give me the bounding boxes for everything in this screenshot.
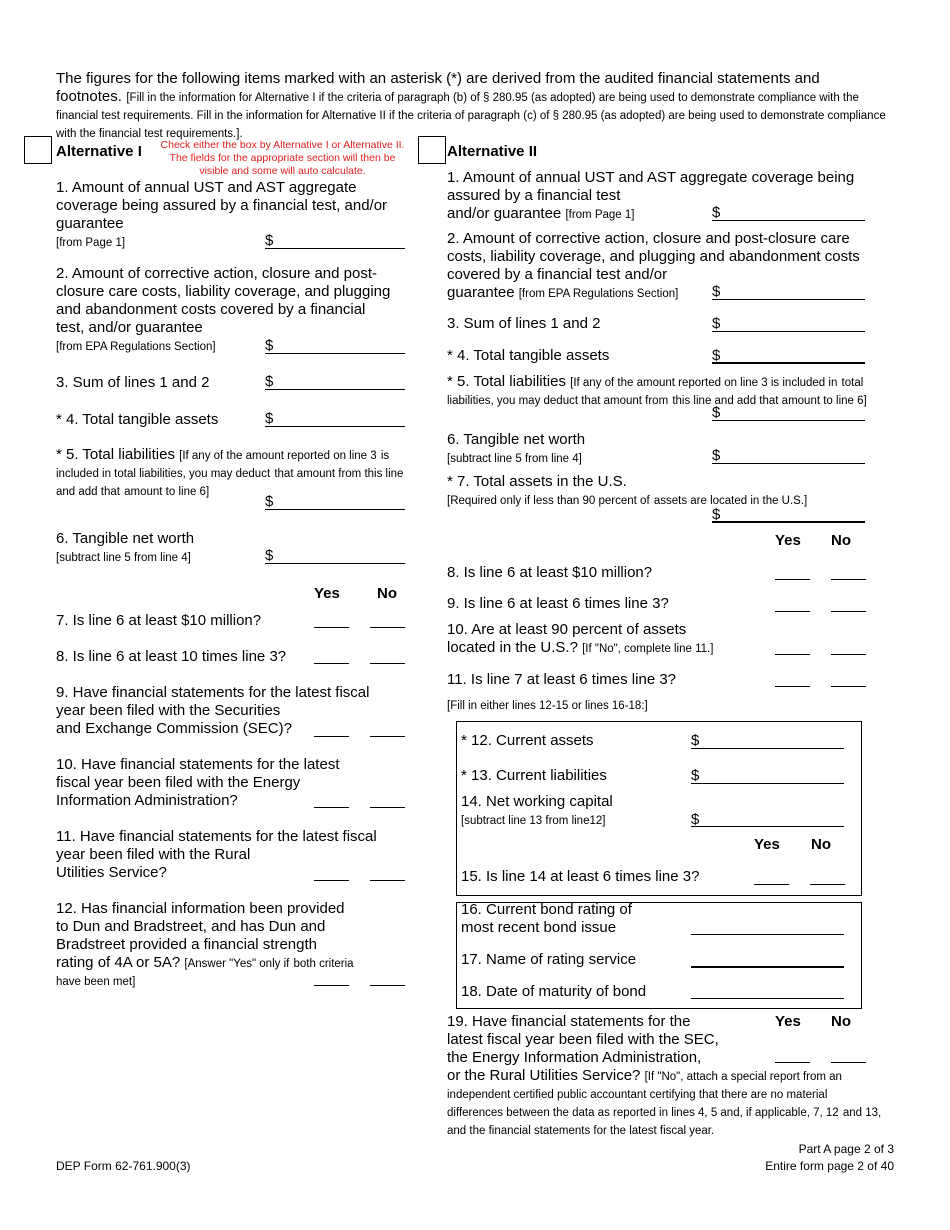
alt2-q14-dollar: $ [691, 811, 700, 828]
alt2-q3-field[interactable] [712, 331, 865, 332]
alt2-q11: 11. Is line 7 at least 6 times line 3? [447, 671, 677, 688]
alt2-q18-field[interactable] [691, 998, 844, 999]
alt1-q1: 1. Amount of annual UST and AST aggregate coverage being assured by a financial test, and/or guarantee [from Page 1] [56, 179, 388, 249]
alt2-q2: 2. Amount of corrective action, closure and post-closure care costs, liability coverage, and plugging and abandonment costs covered by a financial test and/or guarantee [from EPA Regulations Section] [447, 230, 860, 301]
alt1-q10-yes[interactable] [314, 807, 349, 808]
alt2-q13-dollar: $ [691, 767, 700, 784]
alt1-q6-dollar: $ [265, 547, 274, 564]
alt2-q7-dollar: $ [712, 506, 721, 523]
alt1-q2-field[interactable] [265, 353, 405, 354]
alt2-q3-dollar: $ [712, 315, 721, 332]
alt1-q3-dollar: $ [265, 373, 274, 390]
alt2-yes-header: Yes [775, 532, 801, 549]
alt2-q1-field[interactable] [712, 220, 865, 221]
alt2-q11-no[interactable] [831, 686, 866, 687]
alt2-q9-no[interactable] [831, 611, 866, 612]
alt2-q6: 6. Tangible net worth [subtract line 5 from line 4] [447, 431, 586, 465]
alt2-q1: 1. Amount of annual UST and AST aggregate coverage being assured by a financial test and/or guarantee [from Page 1] [447, 169, 855, 222]
alt2-q5-dollar: $ [712, 404, 721, 421]
alt2-q19-no-header: No [831, 1013, 851, 1030]
alt1-q11-no[interactable] [370, 880, 405, 881]
alt2-q19: 19. Have financial statements for the latest fiscal year been filed with the SEC, the Energy Information Administration, or the Rural Utilities Service? [If "No", attach a special report from an independent certified public accountant certifying that there are no material differences between the data as reported in lines 4, 5 and, if applicable, 7, 12 and 13, and the financial statements for the latest fiscal year. [447, 1013, 882, 1137]
footer-part-page: Part A page 2 of 3 [798, 1142, 894, 1156]
alternative-2-checkbox[interactable] [418, 136, 446, 164]
alt1-q9-yes[interactable] [314, 736, 349, 737]
alternative-1-title: Alternative I [56, 143, 142, 160]
alt2-q5: * 5. Total liabilities [If any of the amount reported on line 3 is included in total liabilities, you may deduct that amount from this line and add that amount to line 6] [447, 373, 867, 407]
alt1-q2-dollar: $ [265, 337, 274, 354]
alt2-q8-yes[interactable] [775, 579, 810, 580]
alt1-q10-no[interactable] [370, 807, 405, 808]
alt1-q7: 7. Is line 6 at least $10 million? [56, 612, 262, 629]
alt1-q4-field[interactable] [265, 426, 405, 427]
alt2-q9: 9. Is line 6 at least 6 times line 3? [447, 595, 669, 612]
alt2-q18: 18. Date of maturity of bond [461, 983, 647, 1000]
alt2-q4: * 4. Total tangible assets [447, 347, 610, 364]
alt2-q2-field[interactable] [712, 299, 865, 300]
alt2-q5-field[interactable] [712, 420, 865, 421]
alt1-q5: * 5. Total liabilities [If any of the amount reported on line 3 is included in total liabilities, you may deduct that amount from this line and add that amount to line 6] [56, 446, 404, 498]
alt2-q12-field[interactable] [691, 748, 844, 749]
alt1-q11: 11. Have financial statements for the latest fiscal year been filed with the Rural Utilities Service? [56, 828, 377, 881]
intro [56, 70, 886, 142]
alt2-q6-dollar: $ [712, 447, 721, 464]
alt2-q2-dollar: $ [712, 283, 721, 300]
alt1-q1-field[interactable] [265, 248, 405, 249]
alt2-q11-yes[interactable] [775, 686, 810, 687]
alt2-q8-no[interactable] [831, 579, 866, 580]
alt2-q7: * 7. Total assets in the U.S. [Required only if less than 90 percent of assets are located in the U.S.] [447, 473, 808, 507]
alt1-no-header: No [377, 585, 397, 602]
alt1-yes-header: Yes [314, 585, 340, 602]
alt1-q5-field[interactable] [265, 509, 405, 510]
alt2-q7-field[interactable] [712, 521, 865, 523]
alt2-q15: 15. Is line 14 at least 6 times line 3? [461, 868, 700, 885]
alt2-q16: 16. Current bond rating of most recent bond issue [461, 901, 632, 936]
alt1-q8: 8. Is line 6 at least 10 times line 3? [56, 648, 287, 665]
alt2-q14-field[interactable] [691, 826, 844, 827]
alt1-q11-yes[interactable] [314, 880, 349, 881]
alt1-q2: 2. Amount of corrective action, closure and post- closure care costs, liability coverage, and plugging and abandonment costs covered by a financial test, and/or guarantee [from EPA Regulations Section] [56, 265, 391, 353]
alt2-q12-dollar: $ [691, 732, 700, 749]
alt2-no-header: No [831, 532, 851, 549]
alt1-q6: 6. Tangible net worth [subtract line 5 from line 4] [56, 530, 195, 564]
alt2-q12: * 12. Current assets [461, 732, 594, 749]
alt2-frame-no-header: No [811, 836, 831, 853]
alt2-q16-field[interactable] [691, 934, 844, 935]
alt1-q12-no[interactable] [370, 985, 405, 986]
alt1-q5-dollar: $ [265, 493, 274, 510]
alt2-frame-yes-header: Yes [754, 836, 780, 853]
alt2-q4-dollar: $ [712, 347, 721, 364]
alt1-q7-no[interactable] [370, 627, 405, 628]
alt2-q19-yes[interactable] [775, 1062, 810, 1063]
alt1-q9: 9. Have financial statements for the latest fiscal year been filed with the Securities and Exchange Commission (SEC)? [56, 684, 370, 737]
alt1-q4: * 4. Total tangible assets [56, 411, 219, 428]
footer-entire-page: Entire form page 2 of 40 [765, 1159, 894, 1173]
intro-bracket: [Fill in the information for Alternative I if the criteria of paragraph (b) of § 280.95 (as adopted) are being used to demonstrate compliance with the financial test requirements. Fill in the information for Alternative II if the criteria of paragraph (c) of § 280.95 (as adopted) are being used to demonstrate compliance with the financial test requirements.]. [56, 92, 886, 140]
alt2-q10-no[interactable] [831, 654, 866, 655]
alt2-q15-yes[interactable] [754, 884, 789, 885]
alt2-q10-yes[interactable] [775, 654, 810, 655]
alt2-q3: 3. Sum of lines 1 and 2 [447, 315, 601, 332]
alt2-q13-field[interactable] [691, 783, 844, 784]
alt1-q3: 3. Sum of lines 1 and 2 [56, 374, 210, 391]
alternative-2-title: Alternative II [447, 143, 538, 160]
alt2-q17: 17. Name of rating service [461, 951, 637, 968]
alt1-q8-no[interactable] [370, 663, 405, 664]
alt1-q6-field[interactable] [265, 563, 405, 564]
footer-form-number: DEP Form 62-761.900(3) [56, 1159, 191, 1173]
alt1-q4-dollar: $ [265, 410, 274, 427]
alt1-q9-no[interactable] [370, 736, 405, 737]
alt1-q12: 12. Has financial information been provided to Dun and Bradstreet, and has Dun and Bradstreet provided a financial strength rating of 4A or 5A? [Answer "Yes" only if both criteria have been met] [56, 900, 354, 988]
alt1-q1-dollar: $ [265, 232, 274, 249]
alt2-q15-no[interactable] [810, 884, 845, 885]
alt2-q8: 8. Is line 6 at least $10 million? [447, 564, 653, 581]
alt1-q10: 10. Have financial statements for the latest fiscal year been filed with the Energy Information Administration? [56, 756, 340, 809]
alt1-q12-yes[interactable] [314, 985, 349, 986]
alt2-q19-no[interactable] [831, 1062, 866, 1063]
alt1-q7-yes[interactable] [314, 627, 349, 628]
alt2-fill-note: [Fill in either lines 12-15 or lines 16-18:] [447, 700, 648, 712]
alt2-q19-yes-header: Yes [775, 1013, 801, 1030]
alt1-q3-field[interactable] [265, 389, 405, 390]
alt2-q4-field[interactable] [712, 362, 865, 364]
alternative-1-checkbox[interactable] [24, 136, 52, 164]
alt2-q17-field[interactable] [691, 966, 844, 968]
alt2-q13: * 13. Current liabilities [461, 767, 607, 784]
alt1-q8-yes[interactable] [314, 663, 349, 664]
alternative-note: Check either the box by Alternative I or Alternative II. The fields for the appropriate section will then be visible and some will auto calculate. [160, 139, 405, 177]
alt2-q9-yes[interactable] [775, 611, 810, 612]
alt2-q10: 10. Are at least 90 percent of assets located in the U.S.? [If "No", complete line 11.] [447, 621, 714, 656]
intro-main: The figures for the following items marked with an asterisk (*) are derived from the audited financial statements and footnotes. [56, 70, 820, 105]
alt2-q6-field[interactable] [712, 463, 865, 464]
alt2-q14: 14. Net working capital [subtract line 13 from line12] [461, 793, 613, 827]
alt2-q1-dollar: $ [712, 204, 721, 221]
